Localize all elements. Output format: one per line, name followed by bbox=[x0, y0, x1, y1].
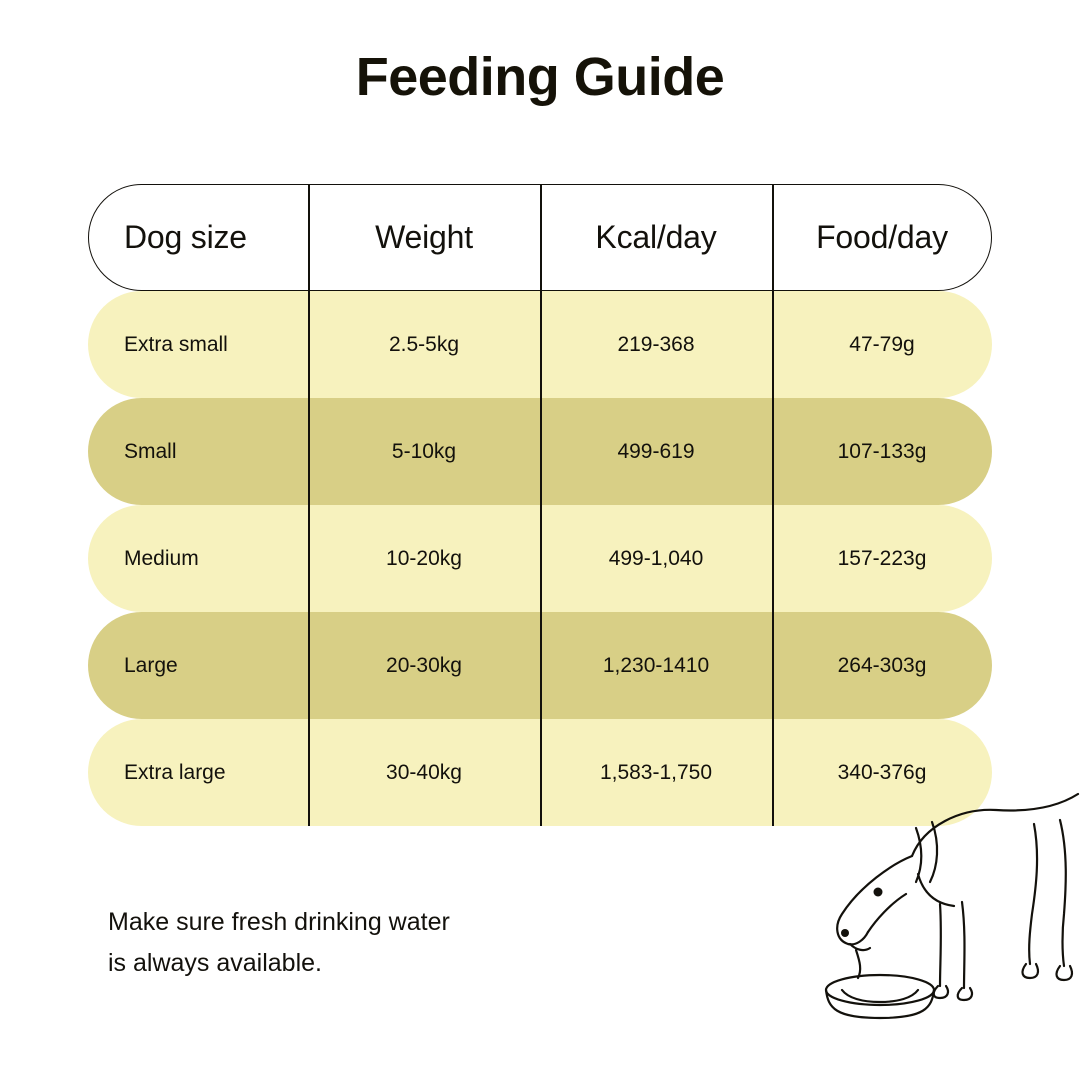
cell-weight: 5-10kg bbox=[391, 439, 457, 463]
column-divider bbox=[540, 291, 542, 398]
column-divider bbox=[540, 398, 542, 505]
cell-dog-size: Small bbox=[124, 439, 177, 463]
column-divider bbox=[308, 719, 310, 826]
water-note bbox=[108, 902, 628, 983]
column-header-food-per-day: Food/day bbox=[816, 219, 948, 255]
cell-food: 47-79g bbox=[849, 332, 915, 356]
cell-food: 157-223g bbox=[837, 546, 927, 570]
column-divider bbox=[540, 184, 542, 291]
column-divider bbox=[308, 612, 310, 719]
cell-kcal: 499-619 bbox=[617, 439, 695, 463]
cell-weight: 2.5-5kg bbox=[388, 332, 460, 356]
cell-weight: 10-20kg bbox=[386, 546, 462, 570]
column-divider bbox=[772, 505, 774, 612]
column-divider bbox=[540, 505, 542, 612]
column-divider bbox=[772, 719, 774, 826]
cell-weight: 30-40kg bbox=[386, 760, 462, 784]
cell-kcal: 1,583-1,750 bbox=[599, 760, 713, 784]
cell-dog-size: Extra small bbox=[124, 332, 228, 356]
table-row bbox=[88, 612, 992, 719]
table-row bbox=[88, 719, 992, 826]
column-divider bbox=[772, 612, 774, 719]
page-title: Feeding Guide bbox=[355, 47, 725, 107]
table-header-row bbox=[88, 184, 992, 291]
column-header-dog-size: Dog size bbox=[124, 219, 247, 255]
column-divider bbox=[308, 291, 310, 398]
table-row bbox=[88, 505, 992, 612]
column-divider bbox=[308, 398, 310, 505]
column-divider bbox=[308, 505, 310, 612]
column-divider bbox=[540, 612, 542, 719]
cell-kcal: 1,230-1410 bbox=[602, 653, 710, 677]
table-row bbox=[88, 291, 992, 398]
feeding-guide-table bbox=[88, 184, 992, 826]
column-header-kcal-per-day: Kcal/day bbox=[595, 219, 717, 255]
table-row bbox=[88, 398, 992, 505]
cell-weight: 20-30kg bbox=[386, 653, 462, 677]
cell-dog-size: Medium bbox=[124, 546, 199, 570]
cell-kcal: 219-368 bbox=[617, 332, 695, 356]
column-header-weight: Weight bbox=[375, 219, 473, 255]
column-divider bbox=[308, 184, 310, 291]
column-divider bbox=[772, 184, 774, 291]
cell-food: 264-303g bbox=[837, 653, 927, 677]
column-divider bbox=[772, 398, 774, 505]
cell-food: 340-376g bbox=[837, 760, 927, 784]
water-note-line-2: is always available. bbox=[108, 948, 322, 977]
cell-dog-size: Large bbox=[124, 653, 178, 677]
water-note-line-1: Make sure fresh drinking water bbox=[108, 908, 450, 936]
cell-kcal: 499-1,040 bbox=[608, 546, 704, 570]
column-divider bbox=[540, 719, 542, 826]
cell-dog-size: Extra large bbox=[124, 760, 226, 784]
column-divider bbox=[772, 291, 774, 398]
cell-food: 107-133g bbox=[837, 439, 927, 463]
